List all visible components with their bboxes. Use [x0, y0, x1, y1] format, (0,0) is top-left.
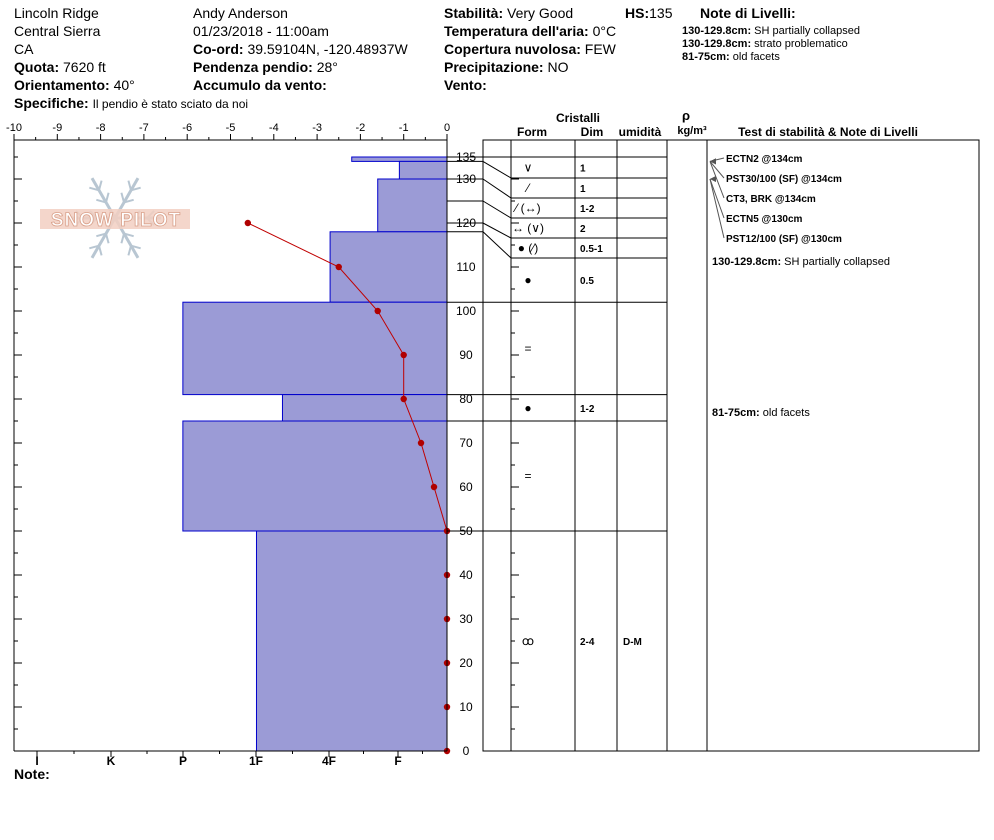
- hardness-bar: [330, 232, 447, 302]
- depth-axis-label: 100: [455, 304, 477, 318]
- header-moisture: umidità: [618, 125, 662, 139]
- layer-form: ●: [524, 400, 532, 415]
- depth-axis-label: 10: [459, 700, 473, 714]
- datetime: 01/23/2018 - 11:00am: [193, 23, 329, 39]
- layer-annotation: [712, 256, 890, 268]
- observer: Andy Anderson: [193, 5, 288, 21]
- snowflake-branch: [128, 246, 131, 256]
- layer-size: 1: [580, 163, 586, 175]
- layer-form: ↔ (∨): [511, 221, 545, 235]
- layer-connector: [483, 161, 511, 178]
- snowflake-branch: [99, 181, 102, 191]
- hardness-axis-label: P: [178, 754, 188, 768]
- temp-axis-label: -9: [52, 122, 63, 134]
- temp-axis-label: -6: [182, 122, 193, 134]
- coord-value: 39.59104N, -120.48937W: [247, 41, 408, 57]
- hardness-bar: [378, 179, 447, 232]
- hardness-bar: [399, 161, 447, 179]
- temperature-point: [431, 484, 437, 490]
- mountain-range: Central Sierra: [14, 23, 101, 39]
- depth-axis-label: 30: [459, 612, 473, 626]
- layer-notes-title: Note di Livelli:: [700, 5, 796, 21]
- layer-size: 0.5: [580, 276, 594, 288]
- temperature-point: [245, 220, 251, 226]
- depth-axis-label: 110: [456, 260, 476, 274]
- logo-text: SNOW PILOT: [50, 210, 182, 231]
- depth-axis-label: 135: [455, 150, 477, 164]
- layer-annotation-text: old facets: [762, 407, 810, 419]
- temperature-point: [401, 352, 407, 358]
- header-size: Dim: [580, 125, 604, 139]
- depth-axis-label: 80: [459, 392, 473, 406]
- layer-table: [447, 108, 979, 751]
- layer-note: 130-129.8cm: SH partially collapsed: [682, 25, 860, 37]
- layer-moisture: D-M: [623, 637, 642, 648]
- depth-axis-label: 70: [459, 436, 473, 450]
- layer-annotation-text: SH partially collapsed: [784, 256, 890, 268]
- hardness-bar: [352, 157, 447, 161]
- specifics-value: Il pendio è stato sciato da noi: [92, 97, 249, 111]
- hardness-bar: [256, 531, 447, 751]
- cloud-value: FEW: [584, 41, 616, 57]
- temp-axis-label: -4: [268, 122, 279, 134]
- snowflake-branch: [121, 193, 124, 203]
- layer-connector: [483, 179, 511, 198]
- layer-size: 0.5-1: [580, 244, 603, 255]
- depth-axis-label: 130: [455, 172, 477, 186]
- depth-axis-label: 90: [459, 348, 473, 362]
- layer-connector: [483, 201, 511, 218]
- stability-test-label: CT3, BRK @134cm: [726, 194, 816, 205]
- hardness-axis-label: I: [35, 754, 39, 768]
- layer-size: 1-2: [580, 403, 595, 415]
- temperature-point: [401, 396, 407, 402]
- slope-value: 28°: [316, 59, 338, 75]
- depth-axis-label: 20: [459, 656, 473, 670]
- hs-value: 135: [649, 5, 673, 21]
- temp-axis-label: -2: [355, 122, 366, 134]
- temp-axis-label: -7: [139, 122, 149, 134]
- layer-form: ⁄: [526, 181, 530, 195]
- snowpilot-logo: [40, 178, 190, 258]
- snowflake-branch: [128, 181, 131, 191]
- header-crystals: Cristalli: [555, 111, 601, 125]
- stability-test-leader: [710, 179, 724, 238]
- header-rho: ρ: [681, 108, 691, 123]
- snowflake-branch: [106, 234, 109, 244]
- layer-size: 1: [580, 184, 586, 195]
- hardness-axis-label: 1F: [248, 754, 264, 768]
- header-tests: Test di stabilità & Note di Livelli: [738, 125, 918, 139]
- layer-form: =: [524, 469, 532, 483]
- temp-axis-label: 0: [443, 122, 451, 134]
- stability-test-leader: [710, 161, 724, 178]
- temp-axis-label: -5: [225, 122, 236, 134]
- wind-loading-label: Accumulo da vento:: [193, 77, 327, 93]
- table-frame: [483, 140, 979, 751]
- hardness-bar: [282, 395, 447, 421]
- hardness-axis-label: F: [394, 754, 402, 768]
- stability-test-label: ECTN2 @134cm: [726, 154, 803, 165]
- header-density-unit: kg/m³: [677, 125, 707, 137]
- temp-axis-label: -8: [95, 122, 106, 134]
- temp-axis-label: -1: [398, 122, 409, 134]
- layer-annotation: [712, 407, 810, 419]
- note-label: Note:: [14, 766, 50, 782]
- temperature-point: [336, 264, 342, 270]
- snowflake-branch: [106, 193, 109, 203]
- depth-axis-label: 40: [459, 568, 473, 582]
- hardness-bar: [183, 302, 447, 394]
- stability-value: Very Good: [507, 5, 574, 21]
- site-name: Lincoln Ridge: [14, 5, 99, 21]
- depth-axis-label: 120: [455, 216, 477, 230]
- stability-test-label: PST12/100 (SF) @130cm: [726, 234, 842, 245]
- hardness-bar: [183, 421, 447, 531]
- temp-axis-label: -10: [6, 122, 22, 134]
- temperature-point: [418, 440, 424, 446]
- hardness-axis-label: K: [106, 754, 116, 768]
- layer-form: ● (⁄): [517, 241, 539, 255]
- wind-label: Vento:: [444, 77, 487, 93]
- stability-test-label: ECTN5 @130cm: [726, 214, 803, 225]
- depth-axis-label: 50: [459, 524, 473, 538]
- stability-test-label: PST30/100 (SF) @134cm: [726, 174, 842, 185]
- precip-label: Precipitazione:: [444, 59, 544, 75]
- layer-form: ⁄ (↔): [515, 201, 541, 215]
- temp-axis-label: -3: [312, 122, 322, 134]
- slope-label: Pendenza pendio:: [193, 59, 313, 75]
- depth-axis-label: 60: [459, 480, 473, 494]
- stability-test-leader: [710, 179, 724, 218]
- hs-label: HS:: [625, 5, 650, 21]
- layer-size: 2-4: [580, 637, 595, 648]
- coord-label: Co-ord:: [193, 41, 244, 57]
- aspect-label: Orientamento:: [14, 77, 110, 93]
- layer-size: 1-2: [580, 204, 595, 215]
- precip-value: NO: [547, 59, 569, 75]
- layer-note: 81-75cm: old facets: [682, 51, 780, 63]
- hardness-axis-label: 4F: [321, 754, 337, 768]
- hardness-bars: [183, 157, 447, 751]
- layer-form: =: [524, 341, 532, 356]
- layer-form: ꝏ: [521, 634, 535, 648]
- aspect-value: 40°: [113, 77, 135, 93]
- layer-size: 2: [580, 224, 586, 235]
- air-temp-value: 0°C: [592, 23, 617, 39]
- layer-form: ●: [524, 273, 532, 288]
- layer-annotation-range: 130-129.8cm:: [712, 256, 785, 268]
- state: CA: [14, 41, 34, 57]
- snowflake-branch: [121, 234, 124, 244]
- stability-label: Stabilità:: [444, 5, 504, 21]
- elevation-label: Quota:: [14, 59, 60, 75]
- cloud-label: Copertura nuvolosa:: [444, 41, 581, 57]
- elevation-value: 7620 ft: [63, 59, 106, 75]
- layer-form: ∨: [523, 160, 533, 175]
- layer-note: 130-129.8cm: strato problematico: [682, 38, 848, 50]
- header-form: Form: [517, 125, 547, 139]
- snowflake-branch: [99, 246, 102, 256]
- layer-annotation-range: 81-75cm:: [712, 407, 763, 419]
- specifics-label: Specifiche:: [14, 95, 89, 111]
- temperature-point: [375, 308, 381, 314]
- depth-axis-label: 0: [462, 744, 470, 758]
- air-temp-label: Temperatura dell'aria:: [444, 23, 589, 39]
